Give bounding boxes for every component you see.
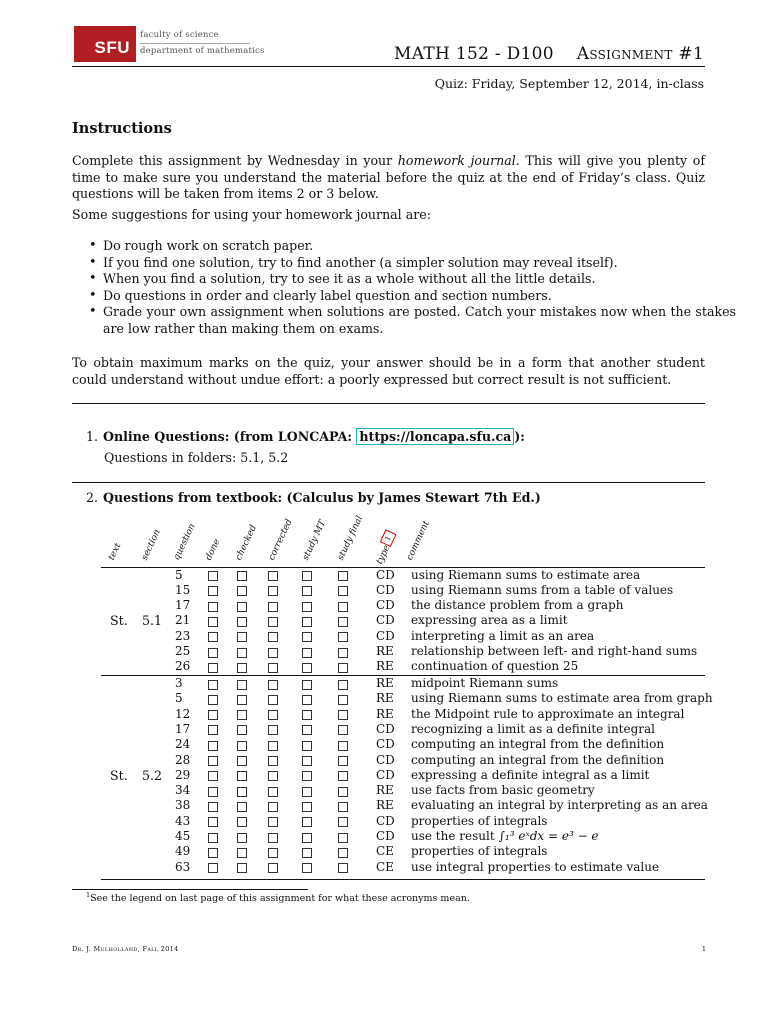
comment-text: using Riemann sums to estimate area: [411, 567, 641, 582]
col-header-text: text: [106, 541, 124, 562]
study-mt-checkbox[interactable]: [302, 695, 312, 705]
corrected-checkbox[interactable]: [268, 863, 278, 873]
checked-checkbox[interactable]: [237, 848, 247, 858]
done-checkbox[interactable]: [208, 586, 218, 596]
study-final-checkbox[interactable]: [338, 787, 348, 797]
checked-checkbox[interactable]: [237, 802, 247, 812]
question-type: RE: [376, 783, 394, 798]
study-final-checkbox[interactable]: [338, 632, 348, 642]
comment-text: computing an integral from the definition: [411, 752, 665, 767]
question-comment: [411, 659, 578, 674]
comment-text: evaluating an integral by interpreting as an area: [411, 798, 708, 813]
col-header-question: question: [171, 522, 198, 562]
course-code: MATH 152 - D100: [394, 44, 554, 64]
question-number: 34: [175, 783, 191, 798]
comment-text: expressing area as a limit: [411, 613, 568, 628]
study-final-checkbox[interactable]: [338, 725, 348, 735]
done-checkbox[interactable]: [208, 663, 218, 673]
logo-text: SFU: [94, 38, 130, 57]
question-comment: [411, 691, 713, 706]
question-comment: [411, 829, 599, 844]
checked-checkbox[interactable]: [237, 710, 247, 720]
study-final-checkbox[interactable]: [338, 848, 348, 858]
question-comment: [411, 783, 595, 798]
study-final-checkbox[interactable]: [338, 710, 348, 720]
study-mt-checkbox[interactable]: [302, 848, 312, 858]
checked-checkbox[interactable]: [237, 663, 247, 673]
course-title: [394, 44, 704, 64]
para1-text-a: Complete this assignment by Wednesday in your: [72, 153, 398, 168]
done-checkbox[interactable]: [208, 787, 218, 797]
section-1-title: Online Questions: (from LONCAPA:: [103, 429, 357, 444]
footnote-mark: 1: [86, 891, 91, 899]
checked-checkbox[interactable]: [237, 680, 247, 690]
question-number: 17: [175, 598, 191, 613]
corrected-checkbox[interactable]: [268, 741, 278, 751]
study-mt-checkbox[interactable]: [302, 632, 312, 642]
checked-checkbox[interactable]: [237, 863, 247, 873]
question-number: 38: [175, 798, 191, 813]
comment-text: using Riemann sums to estimate area from graph: [411, 691, 713, 706]
question-comment: [411, 568, 640, 583]
study-mt-checkbox[interactable]: [302, 680, 312, 690]
comment-text: relationship between left- and right-hand sums: [411, 644, 698, 658]
checked-checkbox[interactable]: [237, 602, 247, 612]
section-1-body: Questions in folders: 5.1, 5.2: [104, 450, 289, 465]
question-comment: [411, 798, 708, 813]
header-rule: [72, 66, 705, 67]
study-mt-checkbox[interactable]: [302, 663, 312, 673]
loncapa-link[interactable]: https://loncapa.sfu.ca: [356, 428, 514, 445]
corrected-checkbox[interactable]: [268, 648, 278, 658]
study-mt-checkbox[interactable]: [302, 787, 312, 797]
done-checkbox[interactable]: [208, 756, 218, 766]
corrected-checkbox[interactable]: [268, 680, 278, 690]
question-number: 3: [175, 676, 183, 690]
question-number: 12: [175, 706, 191, 721]
corrected-checkbox[interactable]: [268, 617, 278, 627]
assignment-label: Assignment #1: [576, 44, 704, 64]
corrected-checkbox[interactable]: [268, 802, 278, 812]
study-mt-checkbox[interactable]: [302, 833, 312, 843]
study-mt-checkbox[interactable]: [302, 817, 312, 827]
comment-text: expressing a definite integral as a limit: [411, 767, 650, 782]
corrected-checkbox[interactable]: [268, 571, 278, 581]
footnote: [86, 891, 470, 904]
done-checkbox[interactable]: [208, 648, 218, 658]
checked-checkbox[interactable]: [237, 756, 247, 766]
done-checkbox[interactable]: [208, 863, 218, 873]
para1-emphasis: homework journal: [397, 153, 516, 168]
question-comment: [411, 814, 547, 829]
question-type: RE: [376, 644, 394, 658]
col-header-study-mt: study MT: [300, 518, 329, 562]
corrected-checkbox[interactable]: [268, 848, 278, 858]
done-checkbox[interactable]: [208, 848, 218, 858]
logo-divider: [140, 43, 250, 44]
question-type: CD: [376, 721, 395, 736]
study-final-checkbox[interactable]: [338, 756, 348, 766]
checked-checkbox[interactable]: [237, 571, 247, 581]
quiz-date: Quiz: Friday, September 12, 2014, in-class: [434, 76, 704, 91]
study-mt-checkbox[interactable]: [302, 571, 312, 581]
comment-text: midpoint Riemann sums: [411, 676, 559, 690]
faculty-label: faculty of science: [140, 30, 219, 40]
instructions-paragraph-2: Some suggestions for using your homework journal are:: [72, 207, 431, 222]
question-type: CD: [376, 767, 395, 782]
footnote-link[interactable]: 1: [380, 529, 397, 547]
checked-checkbox[interactable]: [237, 617, 247, 627]
study-final-checkbox[interactable]: [338, 863, 348, 873]
corrected-checkbox[interactable]: [268, 833, 278, 843]
question-type: CD: [376, 752, 395, 767]
corrected-checkbox[interactable]: [268, 663, 278, 673]
col-header-done: done: [203, 537, 223, 562]
done-checkbox[interactable]: [208, 725, 218, 735]
group-section: 5.1: [142, 613, 163, 629]
corrected-checkbox[interactable]: [268, 817, 278, 827]
group-text: St.: [110, 767, 128, 783]
question-type: RE: [376, 676, 394, 690]
corrected-checkbox[interactable]: [268, 632, 278, 642]
question-comment: [411, 613, 568, 628]
study-final-checkbox[interactable]: [338, 817, 348, 827]
question-type: CD: [376, 737, 395, 752]
section-1-number: 1.: [86, 429, 99, 444]
question-type: CD: [376, 582, 395, 597]
math-expression: ∫₁³ eˣdx = e³ − e: [498, 829, 599, 843]
question-comment: [411, 768, 649, 783]
done-checkbox[interactable]: [208, 617, 218, 627]
question-number: 15: [175, 582, 191, 597]
question-number: 26: [175, 659, 191, 674]
study-mt-checkbox[interactable]: [302, 863, 312, 873]
study-final-checkbox[interactable]: [338, 663, 348, 673]
study-final-checkbox[interactable]: [338, 695, 348, 705]
section-2-number: 2.: [86, 490, 99, 505]
question-comment: [411, 753, 664, 768]
comment-text: continuation of question 25: [411, 659, 579, 674]
department-label: department of mathematics: [140, 46, 265, 56]
checked-checkbox[interactable]: [237, 586, 247, 596]
section-divider: [72, 482, 705, 483]
corrected-checkbox[interactable]: [268, 695, 278, 705]
section-2-title: Questions from textbook: (Calculus by James Stewart 7th Ed.): [103, 490, 541, 505]
study-mt-checkbox[interactable]: [302, 586, 312, 596]
question-number: 5: [175, 567, 183, 582]
question-number: 23: [175, 628, 191, 643]
question-comment: [411, 598, 624, 613]
question-type: RE: [376, 706, 394, 721]
question-type: CD: [376, 613, 395, 628]
done-checkbox[interactable]: [208, 802, 218, 812]
done-checkbox[interactable]: [208, 817, 218, 827]
checked-checkbox[interactable]: [237, 787, 247, 797]
question-comment: [411, 722, 655, 737]
corrected-checkbox[interactable]: [268, 756, 278, 766]
question-number: 17: [175, 721, 191, 736]
done-checkbox[interactable]: [208, 695, 218, 705]
study-final-checkbox[interactable]: [338, 833, 348, 843]
study-final-checkbox[interactable]: [338, 617, 348, 627]
question-number: 28: [175, 752, 191, 767]
corrected-checkbox[interactable]: [268, 771, 278, 781]
comment-text: properties of integrals: [411, 844, 548, 859]
corrected-checkbox[interactable]: [268, 710, 278, 720]
col-header-type: [371, 529, 398, 566]
comment-text: use facts from basic geometry: [411, 783, 595, 798]
question-type: CD: [376, 628, 395, 643]
study-final-checkbox[interactable]: [338, 571, 348, 581]
col-header-corrected: corrected: [266, 517, 295, 562]
table-group-rule: [101, 675, 705, 676]
question-type: CD: [376, 829, 395, 843]
done-checkbox[interactable]: [208, 833, 218, 843]
comment-text: computing an integral from the definition: [411, 737, 665, 752]
question-type: CD: [376, 567, 395, 582]
section-divider: [72, 403, 705, 404]
study-mt-checkbox[interactable]: [302, 725, 312, 735]
question-type: CE: [376, 859, 394, 874]
suggestions-list: [72, 238, 736, 337]
checked-checkbox[interactable]: [237, 648, 247, 658]
section-1-heading: [86, 429, 525, 444]
done-checkbox[interactable]: [208, 771, 218, 781]
comment-text: use the result: [411, 829, 495, 843]
corrected-checkbox[interactable]: [268, 787, 278, 797]
instructions-heading: Instructions: [72, 120, 172, 137]
corrected-checkbox[interactable]: [268, 586, 278, 596]
question-comment: [411, 644, 697, 659]
study-mt-checkbox[interactable]: [302, 648, 312, 658]
study-mt-checkbox[interactable]: [302, 602, 312, 612]
question-type: CD: [376, 598, 395, 613]
list-item: • If you find one solution, try to find another (a simpler solution may reveal itself).: [103, 255, 736, 272]
question-comment: [411, 844, 547, 859]
study-mt-checkbox[interactable]: [302, 802, 312, 812]
checked-checkbox[interactable]: [237, 817, 247, 827]
done-checkbox[interactable]: [208, 741, 218, 751]
done-checkbox[interactable]: [208, 632, 218, 642]
question-type: RE: [376, 659, 394, 674]
question-number: 49: [175, 844, 191, 859]
question-comment: [411, 676, 558, 691]
checked-checkbox[interactable]: [237, 695, 247, 705]
type-label: type: [374, 543, 393, 566]
comment-text: properties of integrals: [411, 813, 548, 828]
list-item: • When you find a solution, try to see it as a whole without all the little details.: [103, 271, 736, 288]
para1-text-b: . This will give you plenty of time to make sure you understand the material before the quiz at the end of Friday’s class. Quiz questions will be taken from items 2 or 3 below.: [72, 153, 705, 201]
col-header-checked: checked: [233, 523, 259, 562]
study-final-checkbox[interactable]: [338, 602, 348, 612]
corrected-checkbox[interactable]: [268, 725, 278, 735]
done-checkbox[interactable]: [208, 710, 218, 720]
table-bottom-rule: [101, 879, 705, 880]
question-number: 45: [175, 829, 191, 843]
done-checkbox[interactable]: [208, 602, 218, 612]
checked-checkbox[interactable]: [237, 833, 247, 843]
question-type: CE: [376, 844, 394, 859]
list-item: • Do rough work on scratch paper.: [103, 238, 736, 255]
col-header-study-final: study final: [335, 514, 366, 562]
footnote-rule: [72, 889, 308, 890]
question-type: CD: [376, 813, 395, 828]
question-number: 5: [175, 691, 183, 706]
question-comment: [411, 583, 673, 598]
comment-text: the Midpoint rule to approximate an integral: [411, 706, 685, 721]
done-checkbox[interactable]: [208, 571, 218, 581]
col-header-section: section: [139, 528, 163, 562]
instructions-paragraph-3: To obtain maximum marks on the quiz, your answer should be in a form that another student could understand without undue effort: a poorly expressed but correct result is not sufficient.: [72, 355, 705, 387]
study-final-checkbox[interactable]: [338, 771, 348, 781]
question-comment: [411, 737, 664, 752]
page-number: 1: [701, 945, 706, 953]
col-header-comment: comment: [404, 519, 432, 562]
study-final-checkbox[interactable]: [338, 802, 348, 812]
question-number: 43: [175, 813, 191, 828]
corrected-checkbox[interactable]: [268, 602, 278, 612]
checked-checkbox[interactable]: [237, 725, 247, 735]
study-mt-checkbox[interactable]: [302, 771, 312, 781]
footer-author: Dr. J. Mulholland, Fall 2014: [72, 945, 179, 953]
section-2-heading: [86, 490, 541, 505]
study-mt-checkbox[interactable]: [302, 710, 312, 720]
study-final-checkbox[interactable]: [338, 648, 348, 658]
question-comment: [411, 629, 594, 644]
question-number: 24: [175, 737, 191, 752]
question-number: 25: [175, 644, 191, 658]
comment-text: recognizing a limit as a definite integral: [411, 721, 656, 736]
checked-checkbox[interactable]: [237, 741, 247, 751]
study-mt-checkbox[interactable]: [302, 617, 312, 627]
question-type: RE: [376, 798, 394, 813]
comment-text: interpreting a limit as an area: [411, 628, 595, 643]
question-comment: [411, 860, 659, 875]
study-final-checkbox[interactable]: [338, 741, 348, 751]
list-item: • Grade your own assignment when solutions are posted. Catch your mistakes now when the stakes are low rather than making them on exams.: [103, 304, 736, 337]
study-mt-checkbox[interactable]: [302, 756, 312, 766]
question-number: 21: [175, 613, 191, 628]
list-item: • Do questions in order and clearly label question and section numbers.: [103, 288, 736, 305]
section-1-title-end: ):: [514, 429, 525, 444]
comment-text: the distance problem from a graph: [411, 598, 624, 613]
comment-text: using Riemann sums from a table of values: [411, 582, 674, 597]
group-section: 5.2: [142, 767, 163, 783]
question-number: 29: [175, 767, 191, 782]
sfu-logo: [74, 26, 136, 62]
checked-checkbox[interactable]: [237, 632, 247, 642]
study-final-checkbox[interactable]: [338, 680, 348, 690]
checked-checkbox[interactable]: [237, 771, 247, 781]
question-comment: [411, 707, 684, 722]
group-text: St.: [110, 613, 128, 629]
instructions-paragraph-1: [72, 153, 705, 203]
footnote-text: See the legend on last page of this assignment for what these acronyms mean.: [90, 893, 470, 905]
study-final-checkbox[interactable]: [338, 586, 348, 596]
question-number: 63: [175, 859, 191, 874]
question-type: RE: [376, 691, 394, 706]
study-mt-checkbox[interactable]: [302, 741, 312, 751]
done-checkbox[interactable]: [208, 680, 218, 690]
comment-text: use integral properties to estimate value: [411, 859, 660, 874]
